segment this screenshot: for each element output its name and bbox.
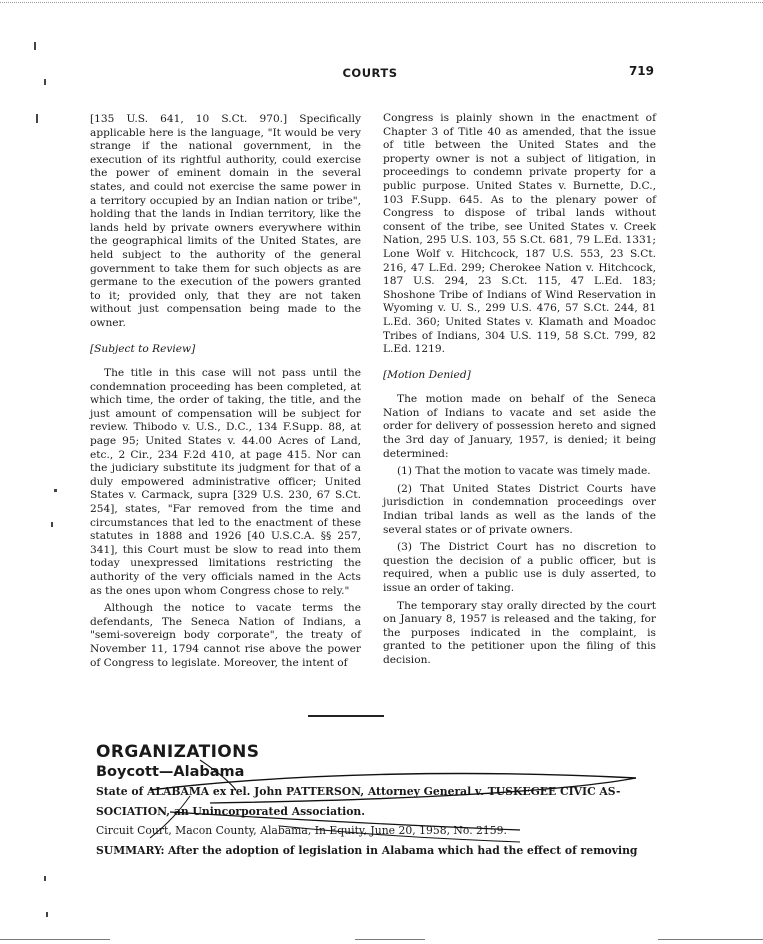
scan-speck [54,489,57,492]
scan-bottom-rule [658,939,763,940]
scan-bottom-rule [355,939,425,940]
scan-speck [36,114,38,123]
summary-line [96,841,661,861]
summary-label: SUMMARY: [96,843,165,857]
headnote-subject-to-review: [Subject to Review] [90,342,196,355]
left-paragraph-2: The title in this case will not pass until the condemnation proceeding has been completed, at which time, the order of taking, the title, and the just amount of compensation will be subject for review. Thibodo v. U.S., D.C., 134 F.Supp. 88, at page 95; United States v. 44.00 Acres of Land, etc., 2 Cir., 234 F.2d 410, at page 415. Nor can the judiciary substitute its judgment for that of a duly empowered administrative officer; United States v. Carmack, supra [329 U.S. 230, 67 S.Ct. 254], states, "Far removed from the time and circumstances that led to the enactment of these statutes in 1888 and 1926 [40 U.S.C.A. §§ 257, 341], this Court must be slow to read into them today unexpressed limitations restricting the authority of the very officials named in the Acts as the ones upon whom Congress chose to rely." [90,367,361,597]
scan-top-border [0,2,763,3]
determination-item-2: (2) That United States District Courts have jurisdiction in condemnation proceedings over Indian tribal lands as well as the lands of the several states or of private owners. [383,482,656,536]
running-header-title: COURTS [342,66,398,80]
scan-speck [51,522,53,527]
court-citation-line: Circuit Court, Macon County, Alabama, In Equity, June 20, 1958, No. 2159. [96,824,507,837]
headnote-motion-denied: [Motion Denied] [383,368,471,381]
determination-item-3: (3) The District Court has no discretion to question the decision of a public officer, but is required, when a public use is duly asserted, to issue an order of taking. [383,541,656,594]
section-heading-organizations: ORGANIZATIONS [96,742,260,762]
left-paragraph-1: [135 U.S. 641, 10 S.Ct. 970.] Specifically applicable here is the language, "It would be very strange if the national government, in the execution of its rightful authority, could exercise the power of eminent domain in the several states, and could not exercise the same power in a territory occupied by an Indian nation or tribe", holding that the lands in Indian territory, like the lands held by private owners everywhere within the geographical limits of the United States, are held subject to the authority of the general government to take them for such objects as are germane to the execution of the powers granted to it; provided only, that they are not taken without just compensation being made to the owner. [90,113,361,329]
right-column [383,112,656,668]
right-paragraph-1: Congress is plainly shown in the enactment of Chapter 3 of Title 40 as amended, that the issue of title between the United States and the property owner is not a subject of litigation, in proceedings to condemn private property for a public purpose. United States v. Burnette, D.C., 103 F.Supp. 645. As to the plenary power of Congress to dispose of tribal lands without consent of the tribe, see United States v. Creek Nation, 295 U.S. 103, 55 S.Ct. 681, 79 L.Ed. 1331; Lone Wolf v. Hitchcock, 187 U.S. 553, 23 S.Ct. 216, 47 L.Ed. 299; Cherokee Nation v. Hitchcock, 187 U.S. 294, 23 S.Ct. 115, 47 L.Ed. 183; Shoshone Tribe of Indians of Wind Reservation in Wyoming v. U. S., 299 U.S. 476, 57 S.Ct. 244, 81 L.Ed. 360; United States v. Klamath and Moadoc Tribes of Indians, 304 U.S. 119, 58 S.Ct. 799, 82 L.Ed. 1219. [383,112,656,356]
scan-speck [46,912,48,917]
case-title-line-2: SOCIATION, an Unincorporated Association. [96,804,366,818]
left-column [90,113,361,670]
section-divider [308,715,384,717]
scan-speck [44,79,46,85]
case-caption [96,782,661,860]
case-title-line-1: State of ALABAMA ex rel. John PATTERSON, Attorney General v. TUSKEGEE CIVIC AS- [96,785,621,798]
summary-text: After the adoption of legislation in Alabama which had the effect of removing [167,843,638,857]
scan-speck [44,876,46,881]
determination-item-1: (1) That the motion to vacate was timely made. [397,465,651,478]
right-paragraph-3: The temporary stay orally directed by the court on January 8, 1957 is released and the taking, for the purposes indicated in the complaint, is granted to the petitioner upon the filing of this decision. [383,599,656,666]
scan-bottom-rule [0,939,110,940]
page-number: 719 [628,64,654,78]
section-subheading: Boycott—Alabama [96,764,245,780]
right-paragraph-2: The motion made on behalf of the Seneca Nation of Indians to vacate and set aside the order for delivery of possession hereto and signed the 3rd day of January, 1957, is denied; it being determined: [383,393,656,460]
left-paragraph-3: Although the notice to vacate terms the defendants, The Seneca Nation of Indians, a "semi-sovereign body corporate", the treaty of November 11, 1794 cannot rise above the power of Congress to legislate. Moreover, the intent of [90,602,361,669]
scan-speck [34,42,36,50]
